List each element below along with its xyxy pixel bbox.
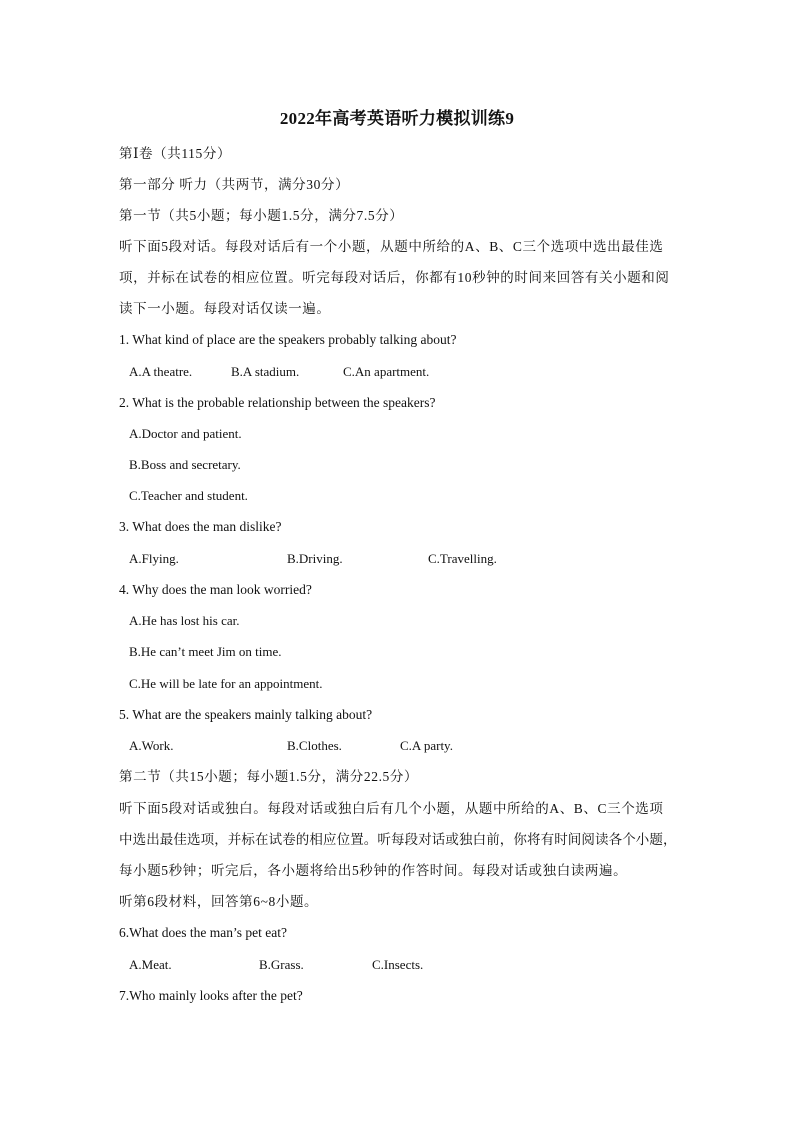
section1-instruction-line: 读下一小题。每段对话仅读一遍。 [119, 301, 331, 316]
question-3-option-c: C.Travelling. [428, 551, 497, 566]
question-7: 7.Who mainly looks after the pet? [119, 988, 303, 1003]
question-5-option-b: B.Clothes. [287, 738, 342, 753]
question-2-option-c: C.Teacher and student. [129, 488, 248, 503]
question-3-option-b: B.Driving. [287, 551, 343, 566]
part1-heading: 第一部分 听力（共两节，满分30分） [119, 177, 350, 192]
section2-instruction-line: 听下面5段对话或独白。每段对话或独白后有几个小题，从题中所给的A、B、C三个选项 [119, 801, 664, 816]
question-5: 5. What are the speakers mainly talking about? [119, 707, 373, 722]
section1-instruction-line: 听下面5段对话。每段对话后有一个小题，从题中所给的A、B、C三个选项中选出最佳选 [119, 239, 664, 254]
question-5-option-a: A.Work. [129, 738, 174, 753]
question-4-option-c: C.He will be late for an appointment. [129, 676, 323, 691]
volume-heading: 第Ⅰ卷（共115分） [119, 146, 232, 161]
question-1-option-c: C.An apartment. [343, 364, 430, 379]
question-2-option-b: B.Boss and secretary. [129, 457, 241, 472]
question-4: 4. Why does the man look worried? [119, 582, 312, 597]
section2-instruction-line: 每小题5秒钟；听完后，各小题将给出5秒钟的作答时间。每段对话或独白读两遍。 [119, 863, 628, 878]
section2-instruction-line: 中选出最佳选项，并标在试卷的相应位置。听每段对话或独白前，你将有时间阅读各个小题， [119, 832, 677, 847]
section1-instruction-line: 项，并标在试卷的相应位置。听完每段对话后，你都有10秒钟的时间来回答有关小题和阅 [119, 270, 670, 285]
question-4-option-a: A.He has lost his car. [129, 613, 240, 628]
question-6-option-a: A.Meat. [129, 957, 172, 972]
question-6-option-c: C.Insects. [372, 957, 424, 972]
question-3: 3. What does the man dislike? [119, 519, 282, 534]
question-1-option-a: A.A theatre. [129, 364, 193, 379]
question-1-option-b: B.A stadium. [231, 364, 300, 379]
question-5-option-c: C.A party. [400, 738, 453, 753]
question-6-option-b: B.Grass. [259, 957, 304, 972]
section2-heading: 第二节（共15小题；每小题1.5分，满分22.5分） [119, 769, 419, 784]
question-2: 2. What is the probable relationship between the speakers? [119, 395, 436, 410]
question-1: 1. What kind of place are the speakers probably talking about? [119, 332, 457, 347]
question-3-option-a: A.Flying. [129, 551, 179, 566]
section1-heading: 第一节（共5小题；每小题1.5分，满分7.5分） [119, 208, 404, 223]
question-4-option-b: B.He can’t meet Jim on time. [129, 644, 282, 659]
question-2-option-a: A.Doctor and patient. [129, 426, 242, 441]
document-title: 2022年高考英语听力模拟训练9 [279, 109, 515, 128]
material-6-heading: 听第6段材料，回答第6~8小题。 [119, 894, 319, 909]
question-6: 6.What does the man’s pet eat? [119, 925, 287, 940]
